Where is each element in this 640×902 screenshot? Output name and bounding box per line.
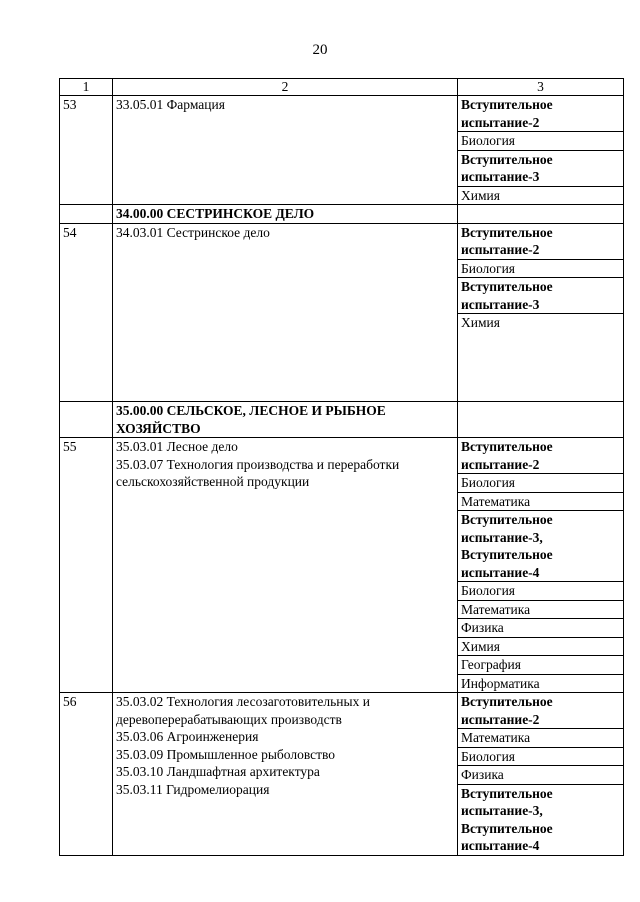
program-name: 35.03.09 Промышленное рыболовство xyxy=(116,746,336,762)
page-number: 20 xyxy=(312,42,328,58)
table-header-row xyxy=(60,79,624,96)
table-row xyxy=(60,96,624,132)
row-number: 56 xyxy=(60,693,113,856)
exam-cell: Вступительное испытание-2 xyxy=(458,438,624,474)
exam-cell: Вступительное испытание-2 xyxy=(458,96,624,132)
exam-cell: Биология xyxy=(458,132,624,151)
program-cell xyxy=(113,693,458,856)
section-row xyxy=(60,205,624,224)
program-name: 35.03.07 Технология производства и переработки сельскохозяйственной продукции xyxy=(116,456,400,489)
exam-cell: Химия xyxy=(458,186,624,205)
header-col-2: 2 xyxy=(113,79,458,96)
exam-cell: Вступительное испытание-3, Вступительное испытание-4 xyxy=(458,511,624,582)
exam-cell: Вступительное испытание-2 xyxy=(458,693,624,729)
row-number: 53 xyxy=(60,96,113,205)
header-col-1: 1 xyxy=(60,79,113,96)
program-name: 34.03.01 Сестринское дело xyxy=(116,224,270,240)
program-name: 35.03.01 Лесное дело xyxy=(116,439,238,454)
exam-cell: Биология xyxy=(458,259,624,278)
header-col-3: 3 xyxy=(458,79,624,96)
exam-cell: Вступительное испытание-2 xyxy=(458,223,624,259)
program-cell xyxy=(113,438,458,693)
exam-cell: Информатика xyxy=(458,674,624,693)
exam-cell: Вступительное испытание-3, Вступительное испытание-4 xyxy=(458,784,624,855)
exam-cell: Биология xyxy=(458,474,624,493)
table-row xyxy=(60,693,624,729)
table-row xyxy=(60,223,624,259)
program-name: 35.03.10 Ландшафтная архитектура xyxy=(116,764,320,779)
program-cell xyxy=(113,223,458,402)
table-row xyxy=(60,438,624,474)
section-title: 35.00.00 СЕЛЬСКОЕ, ЛЕСНОЕ И РЫБНОЕ ХОЗЯЙСТВО xyxy=(113,402,458,438)
exam-cell: Биология xyxy=(458,747,624,766)
section-row xyxy=(60,402,624,438)
program-name: 35.03.06 Агроинженерия xyxy=(116,729,259,744)
program-name: 35.03.11 Гидромелиорация xyxy=(116,781,270,797)
exam-cell: Вступительное испытание-3 xyxy=(458,150,624,186)
exam-cell: Математика xyxy=(458,600,624,619)
exam-cell: Химия xyxy=(458,314,624,402)
exam-cell: Математика xyxy=(458,492,624,511)
section-title: 34.00.00 СЕСТРИНСКОЕ ДЕЛО xyxy=(113,205,458,224)
exam-cell: География xyxy=(458,656,624,675)
exam-cell: Физика xyxy=(458,619,624,638)
exam-cell: Вступительное испытание-3 xyxy=(458,278,624,314)
row-number: 54 xyxy=(60,223,113,402)
exam-cell: Физика xyxy=(458,766,624,785)
exam-cell: Биология xyxy=(458,582,624,601)
row-number: 55 xyxy=(60,438,113,693)
exam-cell: Математика xyxy=(458,729,624,748)
program-name: 33.05.01 Фармация xyxy=(116,97,225,112)
program-name: 35.03.02 Технология лесозаготовительных и деревоперерабатывающих производств xyxy=(116,694,370,727)
admission-exams-table xyxy=(59,78,624,856)
exam-cell: Химия xyxy=(458,637,624,656)
program-cell xyxy=(113,96,458,205)
